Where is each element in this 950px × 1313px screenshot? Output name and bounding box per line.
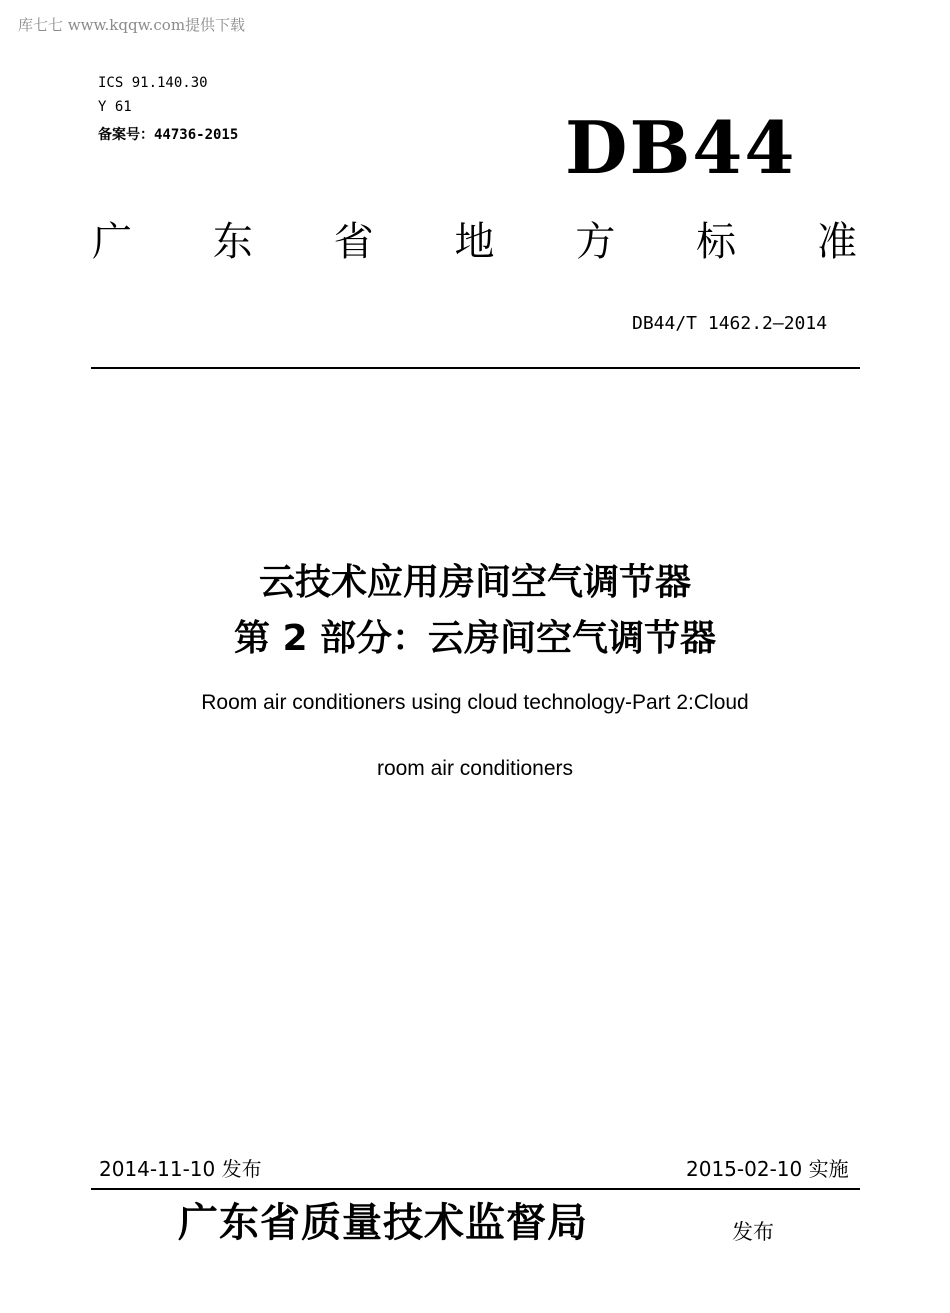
db44-mark: DB44: [565, 105, 797, 190]
ics-code: ICS 91.140.30: [98, 75, 208, 91]
implementation-date: 2015-02-10 实施: [686, 1157, 849, 1181]
standard-type-char: 省: [333, 219, 374, 265]
standard-type-char: 标: [696, 219, 737, 265]
english-title-line-1: Room air conditioners using cloud technology-Part 2:Cloud: [201, 691, 749, 714]
watermark-text: 库七七 www.kqqw.com提供下载: [18, 16, 246, 34]
standard-type-char: 广: [92, 219, 132, 265]
title-line-1: 云技术应用房间空气调节器: [258, 562, 691, 603]
standard-type-char: 准: [816, 219, 857, 265]
standard-code: DB44/T 1462.2—2014: [632, 313, 828, 334]
english-title-line-2: room air conditioners: [376, 757, 574, 780]
standard-type-char: 方: [575, 219, 616, 265]
issue-date: 2014-11-10 发布: [99, 1157, 262, 1181]
standard-type-char: 地: [454, 219, 495, 265]
bottom-divider: [91, 1188, 860, 1190]
standard-type-heading: [92, 219, 857, 265]
title-line-2: 第 2 部分：云房间空气调节器: [233, 618, 717, 659]
class-code: Y 61: [98, 99, 132, 115]
issue-label: 发布: [732, 1220, 774, 1244]
top-divider: [91, 367, 860, 369]
issuing-authority: 广东省质量技术监督局: [178, 1199, 588, 1246]
standard-type-char: 东: [212, 219, 253, 265]
record-number: 备案号：44736-2015: [98, 127, 239, 143]
